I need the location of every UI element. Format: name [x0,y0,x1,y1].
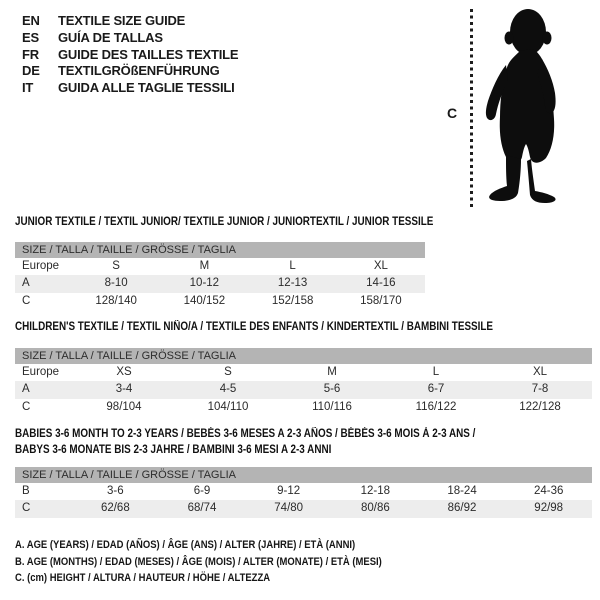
size-cell: S [224,366,232,378]
height-cell: 62/68 [100,502,130,515]
language-code: FR [22,46,39,62]
language-code: DE [22,63,40,79]
height-cell: 128/140 [95,294,137,307]
language-title-list [22,13,238,97]
months-cell: 24-36 [533,485,564,497]
table-row-europe [15,258,425,275]
baby-silhouette-icon [482,9,566,207]
children-section-title [15,321,571,333]
age-cell: 5-6 [323,383,341,396]
guide-title-de: TEXTILGRÖßENFÜHRUNG [58,63,220,79]
months-cell: 18-24 [447,485,477,497]
height-cell: 80/86 [360,502,390,515]
row-label: C [22,400,31,413]
row-label: A [22,383,30,396]
size-header-bar [15,348,592,364]
junior-size-table [15,242,425,310]
language-row [22,30,238,47]
age-cell: 4-5 [219,383,237,396]
row-label: C [22,294,31,307]
footnote-age-years: A. AGE (YEARS) / EDAD (AÑOS) / ÂGE (ANS) / ALTER (JAHRE) / ETÀ (ANNI) [15,539,356,551]
babies-section-title-line2: BABYS 3-6 MONATE BIS 2-3 JAHRE / BAMBINI 3-6 MESI A 2-3 ANNI [15,444,332,456]
height-cell: 104/110 [207,400,249,413]
guide-title-it: GUIDA ALLE TAGLIE TESSILI [58,80,235,96]
height-cell: 140/152 [183,294,226,307]
guide-title-en: TEXTILE SIZE GUIDE [58,13,186,28]
age-cell: 3-4 [115,383,133,396]
height-cell: 74/80 [274,502,304,515]
size-header-bar [15,242,425,258]
language-code: ES [22,29,39,45]
legend-footnotes [15,537,442,587]
age-cell: 7-8 [531,383,549,396]
height-cell: 86/92 [447,502,477,515]
height-cell: 158/170 [360,294,402,307]
height-cell: 98/104 [106,400,142,413]
table-row-months [15,483,592,500]
size-header-text: SIZE / TALLA / TAILLE / GRÖSSE / TAGLIA [22,469,236,481]
age-cell: 8-10 [104,277,128,290]
size-cell: XS [116,366,132,378]
table-row-height [15,500,592,517]
size-header-text: SIZE / TALLA / TAILLE / GRÖSSE / TAGLIA [22,350,236,362]
language-code: EN [22,13,40,28]
height-cell: 122/128 [519,400,561,413]
size-header-text: SIZE / TALLA / TAILLE / GRÖSSE / TAGLIA [22,244,236,256]
babies-size-table [15,467,592,518]
row-label: Europe [22,366,60,378]
months-cell: 6-9 [193,485,211,497]
children-section-title-text: CHILDREN'S TEXTILE / TEXTIL NIÑO/A / TEXTILE DES ENFANTS / KINDERTEXTIL / BAMBINI TESSILE [15,321,494,333]
table-row-height [15,399,592,416]
footnote-age-months: B. AGE (MONTHS) / EDAD (MESES) / ÂGE (MOIS) / ALTER (MONATE) / ETÀ (MESI) [15,555,382,568]
size-cell: XL [373,260,388,272]
months-cell: 3-6 [107,485,124,497]
table-row-europe [15,364,592,381]
height-cell: 68/74 [187,502,217,515]
table-row-height [15,293,425,310]
size-header-bar [15,467,592,483]
age-cell: 12-13 [277,277,308,290]
babies-section-title-line1: BABIES 3-6 MONTH TO 2-3 YEARS / BEBÉS 3-6 MESES A 2-3 AÑOS / BÉBÉS 3-6 MOIS À 2-3 ANS / [15,428,476,440]
junior-section-title-text: JUNIOR TEXTILE / TEXTIL JUNIOR/ TEXTILE JUNIOR / JUNIORTEXTIL / JUNIOR TESSILE [15,216,434,228]
children-size-table [15,348,592,416]
age-cell: 6-7 [427,383,445,396]
height-dashed-line [470,9,473,207]
height-cell: 152/158 [271,294,314,307]
months-cell: 9-12 [277,485,301,497]
height-cell: 92/98 [534,502,564,515]
junior-section-title [15,216,501,228]
months-cell: 12-18 [360,485,391,497]
row-label: Europe [22,260,60,272]
table-row-age [15,381,592,398]
height-measure-label: C [447,105,458,121]
language-row [22,80,238,97]
babies-section-title [15,426,550,458]
language-row [22,13,238,30]
footnote-height-cm: C. (cm) HEIGHT / ALTURA / HAUTEUR / HÖHE / ALTEZZA [15,572,271,585]
row-label: A [22,277,30,290]
table-row-age [15,275,425,292]
age-cell: 14-16 [366,277,396,290]
guide-title-fr: GUIDE DES TAILLES TEXTILE [58,46,239,62]
age-cell: 10-12 [189,277,220,290]
height-cell: 116/122 [415,400,457,413]
row-label: B [22,485,30,497]
guide-title-es: GUÍA DE TALLAS [58,29,163,45]
height-cell: 110/116 [312,400,352,413]
size-cell: XL [532,366,548,378]
language-code: IT [22,80,34,96]
size-cell: M [327,366,337,378]
size-cell: S [112,260,120,272]
size-cell: M [199,260,210,272]
size-cell: L [432,366,440,378]
language-row [22,47,238,64]
size-cell: L [289,260,296,272]
row-label: C [22,502,31,515]
language-row [22,63,238,80]
